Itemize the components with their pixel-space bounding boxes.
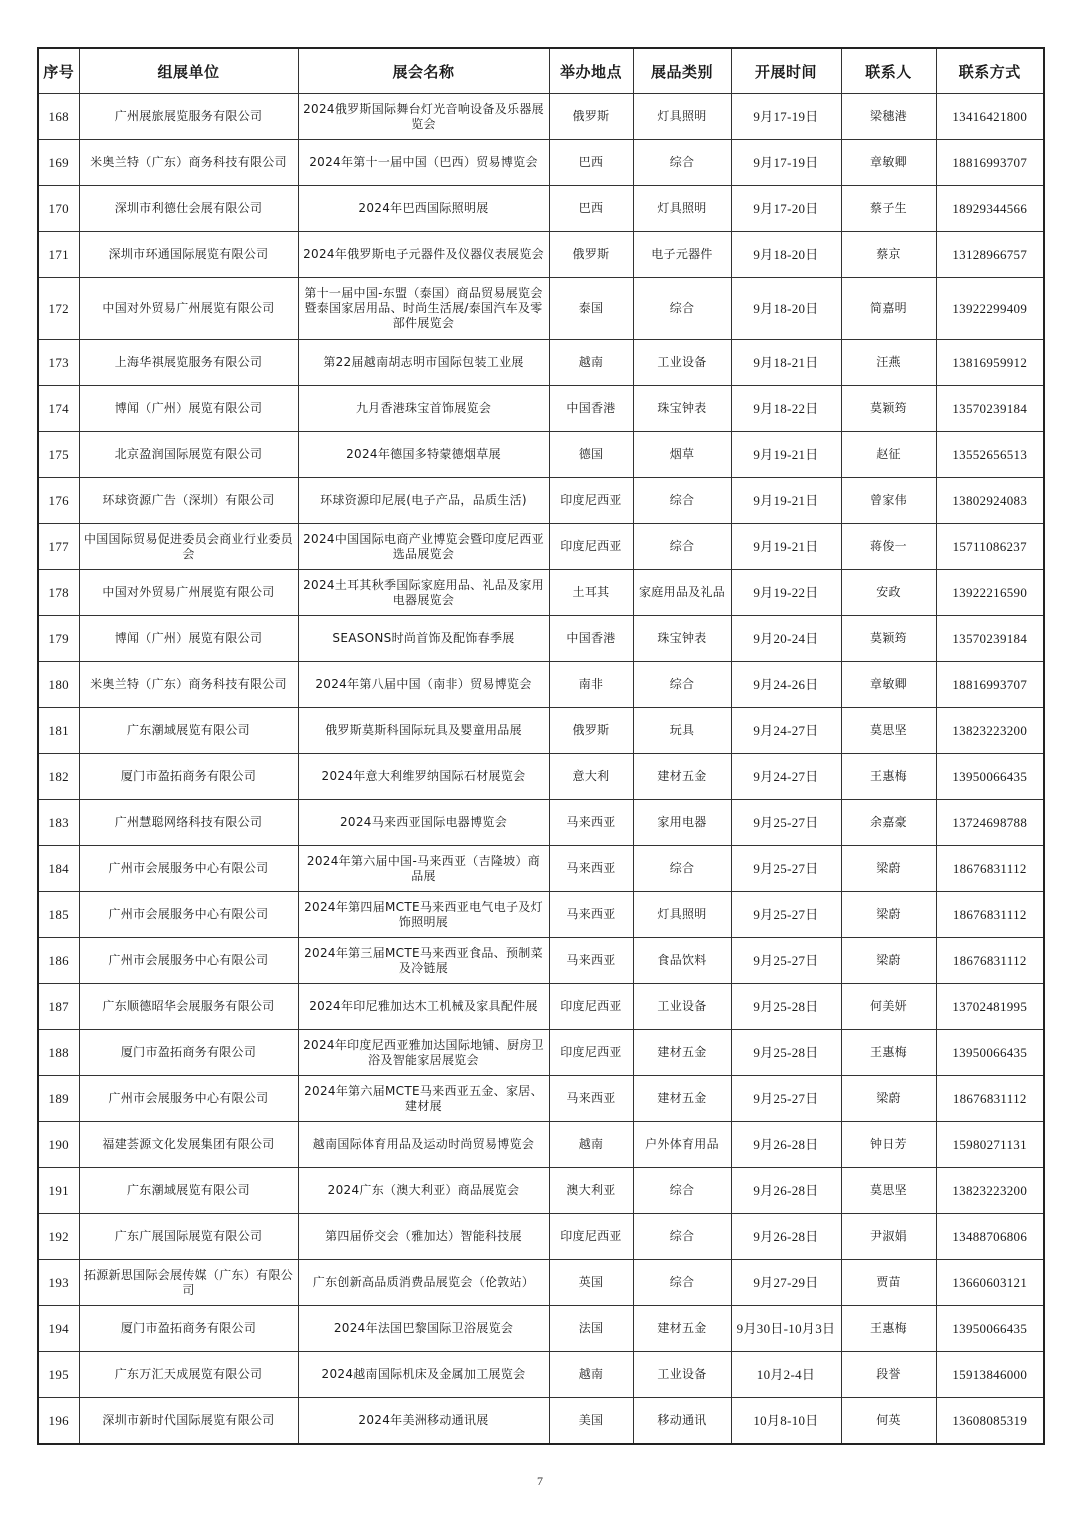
cell-location: 印度尼西亚: [549, 1214, 633, 1260]
cell-category: 珠宝钟表: [633, 386, 731, 432]
cell-phone: 13128966757: [936, 232, 1044, 278]
cell-date: 10月2-4日: [731, 1352, 841, 1398]
table-row: [38, 232, 1044, 278]
table-row: [38, 800, 1044, 846]
cell-date: 9月25-27日: [731, 1076, 841, 1122]
cell-contact: 莫颖筠: [841, 386, 936, 432]
header-exhibition-name: 展会名称: [298, 48, 549, 94]
cell-exhibition-name: 2024年德国多特蒙德烟草展: [298, 432, 549, 478]
cell-organizer: 厦门市盈拓商务有限公司: [79, 1306, 298, 1352]
cell-phone: 18676831112: [936, 938, 1044, 984]
cell-category: 玩具: [633, 708, 731, 754]
cell-serial: 174: [38, 386, 79, 432]
cell-serial: 177: [38, 524, 79, 570]
cell-exhibition-name: 第22届越南胡志明市国际包装工业展: [298, 340, 549, 386]
table-row: [38, 1076, 1044, 1122]
cell-date: 10月8-10日: [731, 1398, 841, 1445]
cell-category: 建材五金: [633, 754, 731, 800]
cell-location: 澳大利亚: [549, 1168, 633, 1214]
table-row: [38, 1306, 1044, 1352]
cell-phone: 13950066435: [936, 754, 1044, 800]
table-row: [38, 616, 1044, 662]
cell-serial: 168: [38, 94, 79, 140]
cell-serial: 191: [38, 1168, 79, 1214]
cell-organizer: 广州市会展服务中心有限公司: [79, 892, 298, 938]
cell-category: 综合: [633, 524, 731, 570]
cell-exhibition-name: 2024年第三届MCTE马来西亚食品、预制菜及冷链展: [298, 938, 549, 984]
cell-organizer: 广东万汇天成展览有限公司: [79, 1352, 298, 1398]
table-row: [38, 1214, 1044, 1260]
cell-contact: 梁穗港: [841, 94, 936, 140]
cell-date: 9月20-24日: [731, 616, 841, 662]
cell-phone: 15980271131: [936, 1122, 1044, 1168]
table-row: [38, 570, 1044, 616]
cell-exhibition-name: 2024中国国际电商产业博览会暨印度尼西亚选品展览会: [298, 524, 549, 570]
table-row: [38, 524, 1044, 570]
cell-location: 土耳其: [549, 570, 633, 616]
cell-location: 南非: [549, 662, 633, 708]
cell-date: 9月26-28日: [731, 1168, 841, 1214]
cell-location: 巴西: [549, 186, 633, 232]
cell-serial: 171: [38, 232, 79, 278]
cell-phone: 13823223200: [936, 1168, 1044, 1214]
cell-organizer: 福建荟源文化发展集团有限公司: [79, 1122, 298, 1168]
table-header-row: [38, 48, 1044, 94]
table-body: [38, 94, 1044, 1445]
cell-date: 9月25-27日: [731, 846, 841, 892]
cell-contact: 王惠梅: [841, 754, 936, 800]
cell-contact: 汪燕: [841, 340, 936, 386]
cell-exhibition-name: 2024年俄罗斯电子元器件及仪器仪表展览会: [298, 232, 549, 278]
cell-location: 意大利: [549, 754, 633, 800]
cell-contact: 贾苗: [841, 1260, 936, 1306]
cell-category: 家用电器: [633, 800, 731, 846]
cell-date: 9月24-27日: [731, 708, 841, 754]
cell-organizer: 博闻（广州）展览有限公司: [79, 386, 298, 432]
cell-exhibition-name: 2024马来西亚国际电器博览会: [298, 800, 549, 846]
cell-date: 9月17-19日: [731, 140, 841, 186]
cell-date: 9月19-21日: [731, 432, 841, 478]
cell-serial: 176: [38, 478, 79, 524]
cell-category: 移动通讯: [633, 1398, 731, 1445]
cell-location: 印度尼西亚: [549, 1030, 633, 1076]
cell-date: 9月19-22日: [731, 570, 841, 616]
cell-serial: 187: [38, 984, 79, 1030]
table-row: [38, 662, 1044, 708]
cell-contact: 段誉: [841, 1352, 936, 1398]
cell-organizer: 米奥兰特（广东）商务科技有限公司: [79, 140, 298, 186]
cell-exhibition-name: 俄罗斯莫斯科国际玩具及婴童用品展: [298, 708, 549, 754]
cell-phone: 13488706806: [936, 1214, 1044, 1260]
cell-category: 综合: [633, 278, 731, 340]
cell-category: 综合: [633, 1260, 731, 1306]
cell-exhibition-name: SEASONS时尚首饰及配饰春季展: [298, 616, 549, 662]
cell-phone: 13950066435: [936, 1030, 1044, 1076]
cell-category: 综合: [633, 846, 731, 892]
cell-serial: 181: [38, 708, 79, 754]
cell-serial: 196: [38, 1398, 79, 1445]
cell-location: 英国: [549, 1260, 633, 1306]
cell-location: 印度尼西亚: [549, 524, 633, 570]
cell-category: 灯具照明: [633, 892, 731, 938]
cell-exhibition-name: 2024年美洲移动通讯展: [298, 1398, 549, 1445]
cell-phone: 18816993707: [936, 140, 1044, 186]
table-row: [38, 892, 1044, 938]
table-row: [38, 754, 1044, 800]
table-row: [38, 1398, 1044, 1445]
cell-organizer: 广州市会展服务中心有限公司: [79, 938, 298, 984]
cell-exhibition-name: 2024年意大利维罗纳国际石材展览会: [298, 754, 549, 800]
table-row: [38, 708, 1044, 754]
cell-organizer: 广州市会展服务中心有限公司: [79, 846, 298, 892]
cell-category: 珠宝钟表: [633, 616, 731, 662]
cell-date: 9月25-27日: [731, 892, 841, 938]
cell-organizer: 广州展旅展览服务有限公司: [79, 94, 298, 140]
cell-date: 9月17-20日: [731, 186, 841, 232]
cell-date: 9月24-27日: [731, 754, 841, 800]
cell-organizer: 深圳市利德仕会展有限公司: [79, 186, 298, 232]
table-row: [38, 846, 1044, 892]
cell-organizer: 北京盈润国际展览有限公司: [79, 432, 298, 478]
cell-organizer: 环球资源广告（深圳）有限公司: [79, 478, 298, 524]
cell-date: 9月25-28日: [731, 984, 841, 1030]
cell-phone: 13570239184: [936, 386, 1044, 432]
cell-location: 越南: [549, 1122, 633, 1168]
cell-organizer: 中国国际贸易促进委员会商业行业委员会: [79, 524, 298, 570]
cell-phone: 13922299409: [936, 278, 1044, 340]
cell-date: 9月18-20日: [731, 232, 841, 278]
exhibition-schedule-sheet: [37, 47, 1043, 1445]
table-row: [38, 278, 1044, 340]
table-row: [38, 1122, 1044, 1168]
header-contact: 联系人: [841, 48, 936, 94]
cell-serial: 170: [38, 186, 79, 232]
cell-category: 灯具照明: [633, 186, 731, 232]
cell-contact: 曾家伟: [841, 478, 936, 524]
cell-category: 建材五金: [633, 1306, 731, 1352]
cell-exhibition-name: 2024年第六届中国-马来西亚（吉隆坡）商品展: [298, 846, 549, 892]
table-row: [38, 186, 1044, 232]
cell-date: 9月25-27日: [731, 938, 841, 984]
cell-date: 9月18-22日: [731, 386, 841, 432]
table-row: [38, 386, 1044, 432]
cell-date: 9月19-21日: [731, 524, 841, 570]
cell-date: 9月27-29日: [731, 1260, 841, 1306]
table-row: [38, 432, 1044, 478]
cell-organizer: 广东潮域展览有限公司: [79, 708, 298, 754]
cell-serial: 182: [38, 754, 79, 800]
header-phone: 联系方式: [936, 48, 1044, 94]
cell-exhibition-name: 2024年第十一届中国（巴西）贸易博览会: [298, 140, 549, 186]
cell-contact: 赵征: [841, 432, 936, 478]
table-row: [38, 1168, 1044, 1214]
cell-date: 9月26-28日: [731, 1122, 841, 1168]
cell-contact: 安政: [841, 570, 936, 616]
cell-phone: 13416421800: [936, 94, 1044, 140]
cell-serial: 180: [38, 662, 79, 708]
cell-serial: 186: [38, 938, 79, 984]
cell-category: 家庭用品及礼品: [633, 570, 731, 616]
header-location: 举办地点: [549, 48, 633, 94]
cell-location: 俄罗斯: [549, 232, 633, 278]
cell-location: 俄罗斯: [549, 94, 633, 140]
cell-serial: 175: [38, 432, 79, 478]
cell-location: 越南: [549, 1352, 633, 1398]
cell-organizer: 深圳市环通国际展览有限公司: [79, 232, 298, 278]
cell-category: 户外体育用品: [633, 1122, 731, 1168]
cell-contact: 王惠梅: [841, 1306, 936, 1352]
cell-date: 9月30日-10月3日: [731, 1306, 841, 1352]
cell-contact: 何美妍: [841, 984, 936, 1030]
cell-serial: 178: [38, 570, 79, 616]
cell-category: 工业设备: [633, 984, 731, 1030]
cell-phone: 15711086237: [936, 524, 1044, 570]
cell-date: 9月26-28日: [731, 1214, 841, 1260]
table-row: [38, 984, 1044, 1030]
cell-category: 综合: [633, 662, 731, 708]
cell-category: 工业设备: [633, 340, 731, 386]
exhibition-table: [37, 47, 1045, 1445]
cell-serial: 193: [38, 1260, 79, 1306]
cell-exhibition-name: 2024年第四届MCTE马来西亚电气电子及灯饰照明展: [298, 892, 549, 938]
cell-serial: 188: [38, 1030, 79, 1076]
cell-serial: 172: [38, 278, 79, 340]
table-row: [38, 140, 1044, 186]
cell-category: 综合: [633, 1214, 731, 1260]
cell-organizer: 博闻（广州）展览有限公司: [79, 616, 298, 662]
cell-category: 综合: [633, 140, 731, 186]
cell-organizer: 广州市会展服务中心有限公司: [79, 1076, 298, 1122]
cell-organizer: 中国对外贸易广州展览有限公司: [79, 570, 298, 616]
cell-contact: 莫颖筠: [841, 616, 936, 662]
cell-contact: 梁蔚: [841, 1076, 936, 1122]
cell-location: 美国: [549, 1398, 633, 1445]
table-row: [38, 1352, 1044, 1398]
cell-date: 9月25-28日: [731, 1030, 841, 1076]
cell-exhibition-name: 越南国际体育用品及运动时尚贸易博览会: [298, 1122, 549, 1168]
cell-exhibition-name: 广东创新高品质消费品展览会（伦敦站）: [298, 1260, 549, 1306]
cell-contact: 蔡子生: [841, 186, 936, 232]
cell-serial: 192: [38, 1214, 79, 1260]
cell-exhibition-name: 2024年印度尼西亚雅加达国际地铺、厨房卫浴及智能家居展览会: [298, 1030, 549, 1076]
cell-contact: 蔡京: [841, 232, 936, 278]
cell-serial: 173: [38, 340, 79, 386]
cell-location: 泰国: [549, 278, 633, 340]
cell-contact: 梁蔚: [841, 938, 936, 984]
cell-location: 法国: [549, 1306, 633, 1352]
cell-organizer: 广东顺德昭华会展服务有限公司: [79, 984, 298, 1030]
cell-organizer: 深圳市新时代国际展览有限公司: [79, 1398, 298, 1445]
cell-organizer: 广东潮域展览有限公司: [79, 1168, 298, 1214]
cell-location: 德国: [549, 432, 633, 478]
cell-exhibition-name: 2024年巴西国际照明展: [298, 186, 549, 232]
cell-phone: 13823223200: [936, 708, 1044, 754]
cell-category: 综合: [633, 1168, 731, 1214]
cell-exhibition-name: 2024广东（澳大利亚）商品展览会: [298, 1168, 549, 1214]
cell-exhibition-name: 2024年印尼雅加达木工机械及家具配件展: [298, 984, 549, 1030]
cell-location: 俄罗斯: [549, 708, 633, 754]
header-category: 展品类别: [633, 48, 731, 94]
cell-location: 中国香港: [549, 616, 633, 662]
cell-exhibition-name: 2024俄罗斯国际舞台灯光音响设备及乐器展览会: [298, 94, 549, 140]
cell-exhibition-name: 2024年第八届中国（南非）贸易博览会: [298, 662, 549, 708]
cell-date: 9月24-26日: [731, 662, 841, 708]
cell-contact: 莫思坚: [841, 708, 936, 754]
cell-location: 马来西亚: [549, 800, 633, 846]
cell-location: 印度尼西亚: [549, 984, 633, 1030]
cell-category: 建材五金: [633, 1076, 731, 1122]
cell-contact: 余嘉豪: [841, 800, 936, 846]
cell-contact: 王惠梅: [841, 1030, 936, 1076]
cell-exhibition-name: 第四届侨交会（雅加达）智能科技展: [298, 1214, 549, 1260]
cell-exhibition-name: 第十一届中国-东盟（泰国）商品贸易展览会暨泰国家居用品、时尚生活展/泰国汽车及零部件展览会: [298, 278, 549, 340]
cell-phone: 13570239184: [936, 616, 1044, 662]
cell-phone: 13922216590: [936, 570, 1044, 616]
cell-date: 9月18-21日: [731, 340, 841, 386]
cell-category: 综合: [633, 478, 731, 524]
cell-date: 9月18-20日: [731, 278, 841, 340]
cell-contact: 梁蔚: [841, 892, 936, 938]
cell-phone: 18816993707: [936, 662, 1044, 708]
cell-exhibition-name: 2024年第六届MCTE马来西亚五金、家居、建材展: [298, 1076, 549, 1122]
cell-location: 马来西亚: [549, 938, 633, 984]
cell-contact: 莫思坚: [841, 1168, 936, 1214]
cell-exhibition-name: 九月香港珠宝首饰展览会: [298, 386, 549, 432]
table-row: [38, 1260, 1044, 1306]
cell-serial: 190: [38, 1122, 79, 1168]
cell-category: 食品饮料: [633, 938, 731, 984]
cell-phone: 18676831112: [936, 1076, 1044, 1122]
cell-exhibition-name: 2024年法国巴黎国际卫浴展览会: [298, 1306, 549, 1352]
cell-category: 电子元器件: [633, 232, 731, 278]
header-serial: 序号: [38, 48, 79, 94]
cell-category: 建材五金: [633, 1030, 731, 1076]
cell-phone: 18676831112: [936, 846, 1044, 892]
cell-serial: 183: [38, 800, 79, 846]
cell-date: 9月19-21日: [731, 478, 841, 524]
cell-phone: 13702481995: [936, 984, 1044, 1030]
cell-contact: 章敏卿: [841, 662, 936, 708]
cell-location: 中国香港: [549, 386, 633, 432]
cell-contact: 蒋俊一: [841, 524, 936, 570]
cell-phone: 13552656513: [936, 432, 1044, 478]
cell-phone: 13724698788: [936, 800, 1044, 846]
cell-phone: 13950066435: [936, 1306, 1044, 1352]
cell-serial: 194: [38, 1306, 79, 1352]
cell-contact: 何英: [841, 1398, 936, 1445]
cell-date: 9月25-27日: [731, 800, 841, 846]
cell-phone: 13608085319: [936, 1398, 1044, 1445]
cell-organizer: 中国对外贸易广州展览有限公司: [79, 278, 298, 340]
cell-serial: 189: [38, 1076, 79, 1122]
table-row: [38, 478, 1044, 524]
cell-exhibition-name: 2024越南国际机床及金属加工展览会: [298, 1352, 549, 1398]
cell-organizer: 拓源新思国际会展传媒（广东）有限公司: [79, 1260, 298, 1306]
header-organizer: 组展单位: [79, 48, 298, 94]
table-row: [38, 94, 1044, 140]
cell-organizer: 米奥兰特（广东）商务科技有限公司: [79, 662, 298, 708]
cell-serial: 179: [38, 616, 79, 662]
cell-serial: 195: [38, 1352, 79, 1398]
cell-contact: 梁蔚: [841, 846, 936, 892]
cell-location: 马来西亚: [549, 846, 633, 892]
cell-location: 巴西: [549, 140, 633, 186]
page-number: 7: [537, 1474, 543, 1488]
cell-phone: 13802924083: [936, 478, 1044, 524]
cell-phone: 15913846000: [936, 1352, 1044, 1398]
cell-contact: 章敏卿: [841, 140, 936, 186]
cell-location: 马来西亚: [549, 892, 633, 938]
table-row: [38, 938, 1044, 984]
cell-location: 印度尼西亚: [549, 478, 633, 524]
cell-serial: 185: [38, 892, 79, 938]
cell-date: 9月17-19日: [731, 94, 841, 140]
cell-serial: 169: [38, 140, 79, 186]
cell-phone: 18929344566: [936, 186, 1044, 232]
cell-organizer: 上海华祺展览服务有限公司: [79, 340, 298, 386]
header-date: 开展时间: [731, 48, 841, 94]
cell-location: 越南: [549, 340, 633, 386]
cell-phone: 13816959912: [936, 340, 1044, 386]
cell-phone: 13660603121: [936, 1260, 1044, 1306]
cell-phone: 18676831112: [936, 892, 1044, 938]
table-row: [38, 1030, 1044, 1076]
cell-category: 烟草: [633, 432, 731, 478]
cell-contact: 钟日芳: [841, 1122, 936, 1168]
cell-serial: 184: [38, 846, 79, 892]
cell-exhibition-name: 2024土耳其秋季国际家庭用品、礼品及家用电器展览会: [298, 570, 549, 616]
table-row: [38, 340, 1044, 386]
cell-contact: 简嘉明: [841, 278, 936, 340]
cell-organizer: 厦门市盈拓商务有限公司: [79, 1030, 298, 1076]
cell-organizer: 广东广展国际展览有限公司: [79, 1214, 298, 1260]
cell-location: 马来西亚: [549, 1076, 633, 1122]
cell-contact: 尹淑娟: [841, 1214, 936, 1260]
cell-organizer: 厦门市盈拓商务有限公司: [79, 754, 298, 800]
cell-exhibition-name: 环球资源印尼展(电子产品，品质生活): [298, 478, 549, 524]
cell-organizer: 广州慧聪网络科技有限公司: [79, 800, 298, 846]
cell-category: 工业设备: [633, 1352, 731, 1398]
cell-category: 灯具照明: [633, 94, 731, 140]
